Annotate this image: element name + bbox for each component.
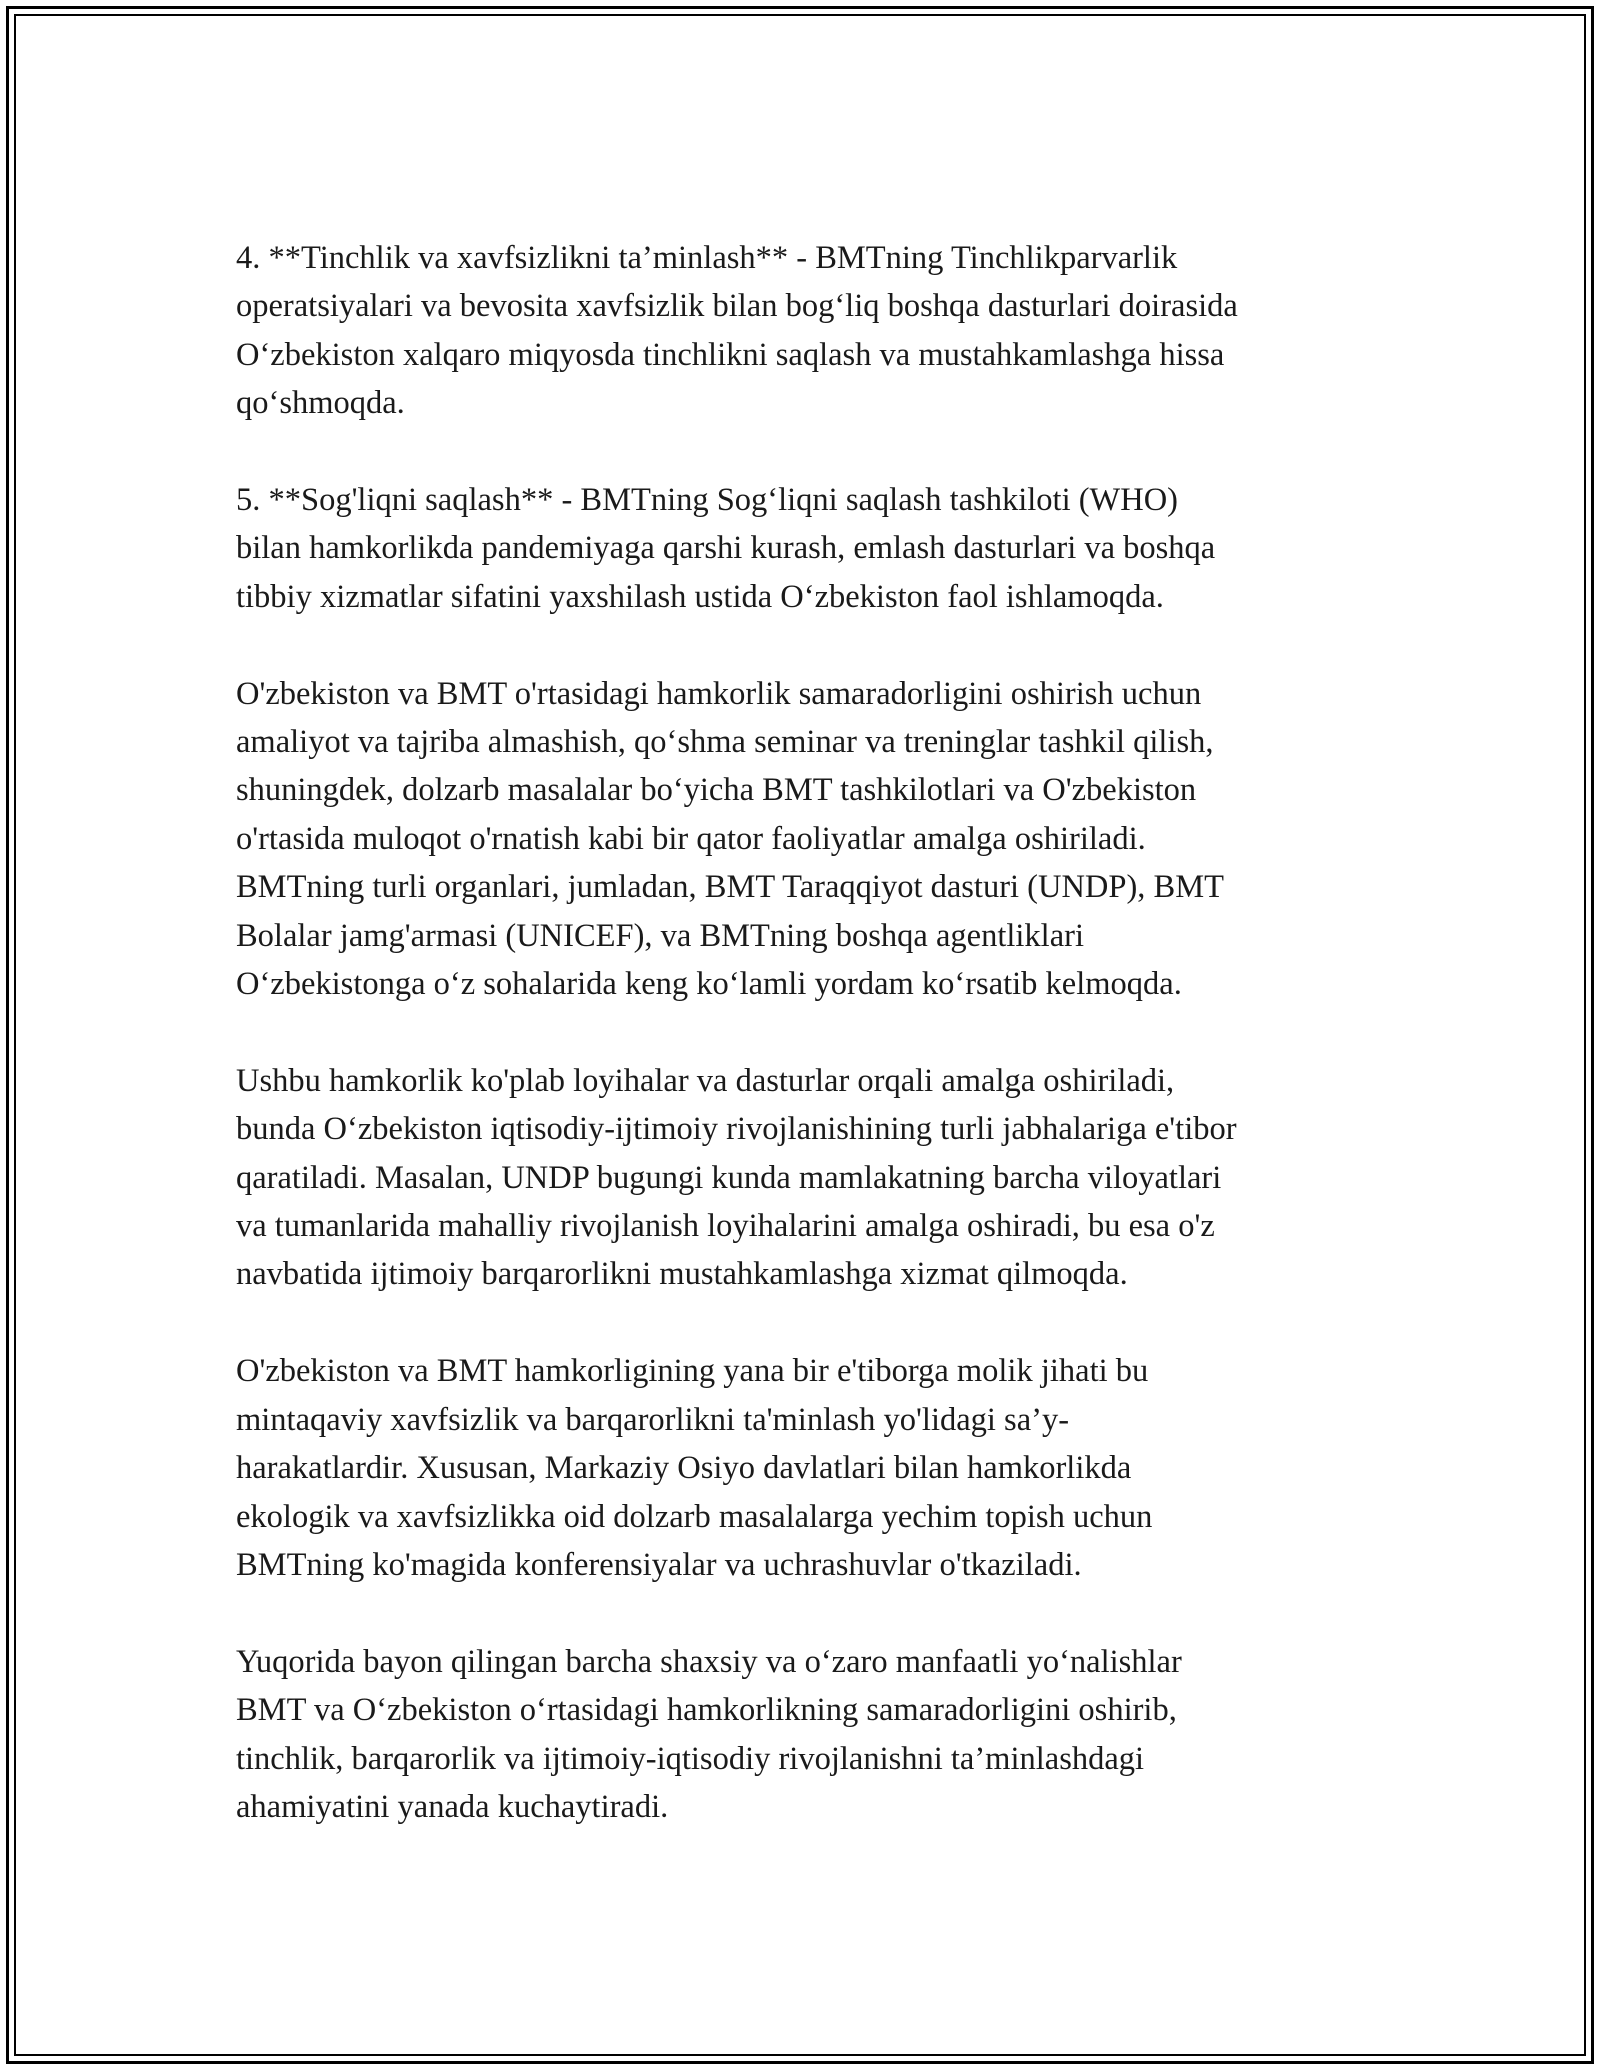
text-line: O'zbekiston va BMT o'rtasidagi hamkorlik samaradorligini oshirish uchun bbox=[236, 675, 1202, 712]
text-line: O‘zbekiston xalqaro miqyosda tinchlikni saqlash va mustahkamlashga hissa bbox=[236, 336, 1225, 373]
text-line: navbatida ijtimoiy barqarorlikni mustahkamlashga xizmat qilmoqda. bbox=[236, 1256, 1128, 1293]
text-line: operatsiyalari va bevosita xavfsizlik bilan bog‘liq boshqa dasturlari doirasida bbox=[236, 288, 1238, 325]
document-body bbox=[236, 234, 1396, 1831]
text-line: tibbiy xizmatlar sifatini yaxshilash ustida O‘zbekiston faol ishlamoqda. bbox=[236, 578, 1164, 615]
text-line: ekologik va xavfsizlikka oid dolzarb masalalarga yechim topish uchun bbox=[236, 1498, 1153, 1535]
paragraph-cooperation-efficiency bbox=[236, 670, 1396, 1009]
text-line: amaliyot va tajriba almashish, qo‘shma seminar va treninglar tashkil qilish, bbox=[236, 724, 1214, 761]
text-line: shuningdek, dolzarb masalalar bo‘yicha BMT tashkilotlari va O'zbekiston bbox=[236, 772, 1197, 809]
text-line: 5. **Sog'liqni saqlash** - BMTning Sog‘liqni saqlash tashkiloti (WHO) bbox=[236, 482, 1178, 519]
text-line: tinchlik, barqarorlik va ijtimoiy-iqtisodiy rivojlanishni ta’minlashdagi bbox=[236, 1740, 1145, 1777]
text-line: 4. **Tinchlik va xavfsizlikni ta’minlash** - BMTning Tinchlikparvarlik bbox=[236, 240, 1178, 276]
paragraph-regional-security bbox=[236, 1347, 1396, 1589]
text-line: bilan hamkorlikda pandemiyaga qarshi kurash, emlash dasturlari va boshqa bbox=[236, 530, 1216, 567]
paragraph-peace-security bbox=[236, 234, 1396, 428]
text-line: o'rtasida muloqot o'rnatish kabi bir qator faoliyatlar amalga oshiriladi. bbox=[236, 820, 1146, 857]
text-line: Bolalar jamg'armasi (UNICEF), va BMTning boshqa agentliklari bbox=[236, 917, 1084, 954]
paragraph-conclusion bbox=[236, 1638, 1396, 1832]
text-line: O'zbekiston va BMT hamkorligining yana bir e'tiborga molik jihati bu bbox=[236, 1353, 1149, 1390]
paragraph-projects bbox=[236, 1057, 1396, 1299]
text-line: BMTning ko'magida konferensiyalar va uchrashuvlar o'tkaziladi. bbox=[236, 1546, 1082, 1583]
paragraph-health bbox=[236, 476, 1396, 621]
text-line: harakatlardir. Xususan, Markaziy Osiyo davlatlari bilan hamkorlikda bbox=[236, 1450, 1132, 1487]
text-line: qaratiladi. Masalan, UNDP bugungi kunda mamlakatning barcha viloyatlari bbox=[236, 1159, 1222, 1196]
text-line: qo‘shmoqda. bbox=[236, 385, 405, 422]
text-line: bunda O‘zbekiston iqtisodiy-ijtimoiy rivojlanishining turli jabhalariga e'tibor bbox=[236, 1111, 1237, 1148]
text-line: BMT va O‘zbekiston o‘rtasidagi hamkorlikning samaradorligini oshirib, bbox=[236, 1692, 1177, 1729]
text-line: va tumanlarida mahalliy rivojlanish loyihalarini amalga oshiradi, bu esa o'z bbox=[236, 1208, 1215, 1245]
text-line: Yuqorida bayon qilingan barcha shaxsiy va o‘zaro manfaatli yo‘nalishlar bbox=[236, 1643, 1182, 1680]
text-line: BMTning turli organlari, jumladan, BMT Taraqqiyot dasturi (UNDP), BMT bbox=[236, 869, 1224, 906]
text-line: ahamiyatini yanada kuchaytiradi. bbox=[236, 1788, 669, 1825]
text-line: Ushbu hamkorlik ko'plab loyihalar va dasturlar orqali amalga oshiriladi, bbox=[236, 1062, 1175, 1099]
text-line: mintaqaviy xavfsizlik va barqarorlikni ta'minlash yo'lidagi sa’y- bbox=[236, 1401, 1070, 1438]
text-line: O‘zbekistonga o‘z sohalarida keng ko‘lamli yordam ko‘rsatib kelmoqda. bbox=[236, 966, 1182, 1003]
